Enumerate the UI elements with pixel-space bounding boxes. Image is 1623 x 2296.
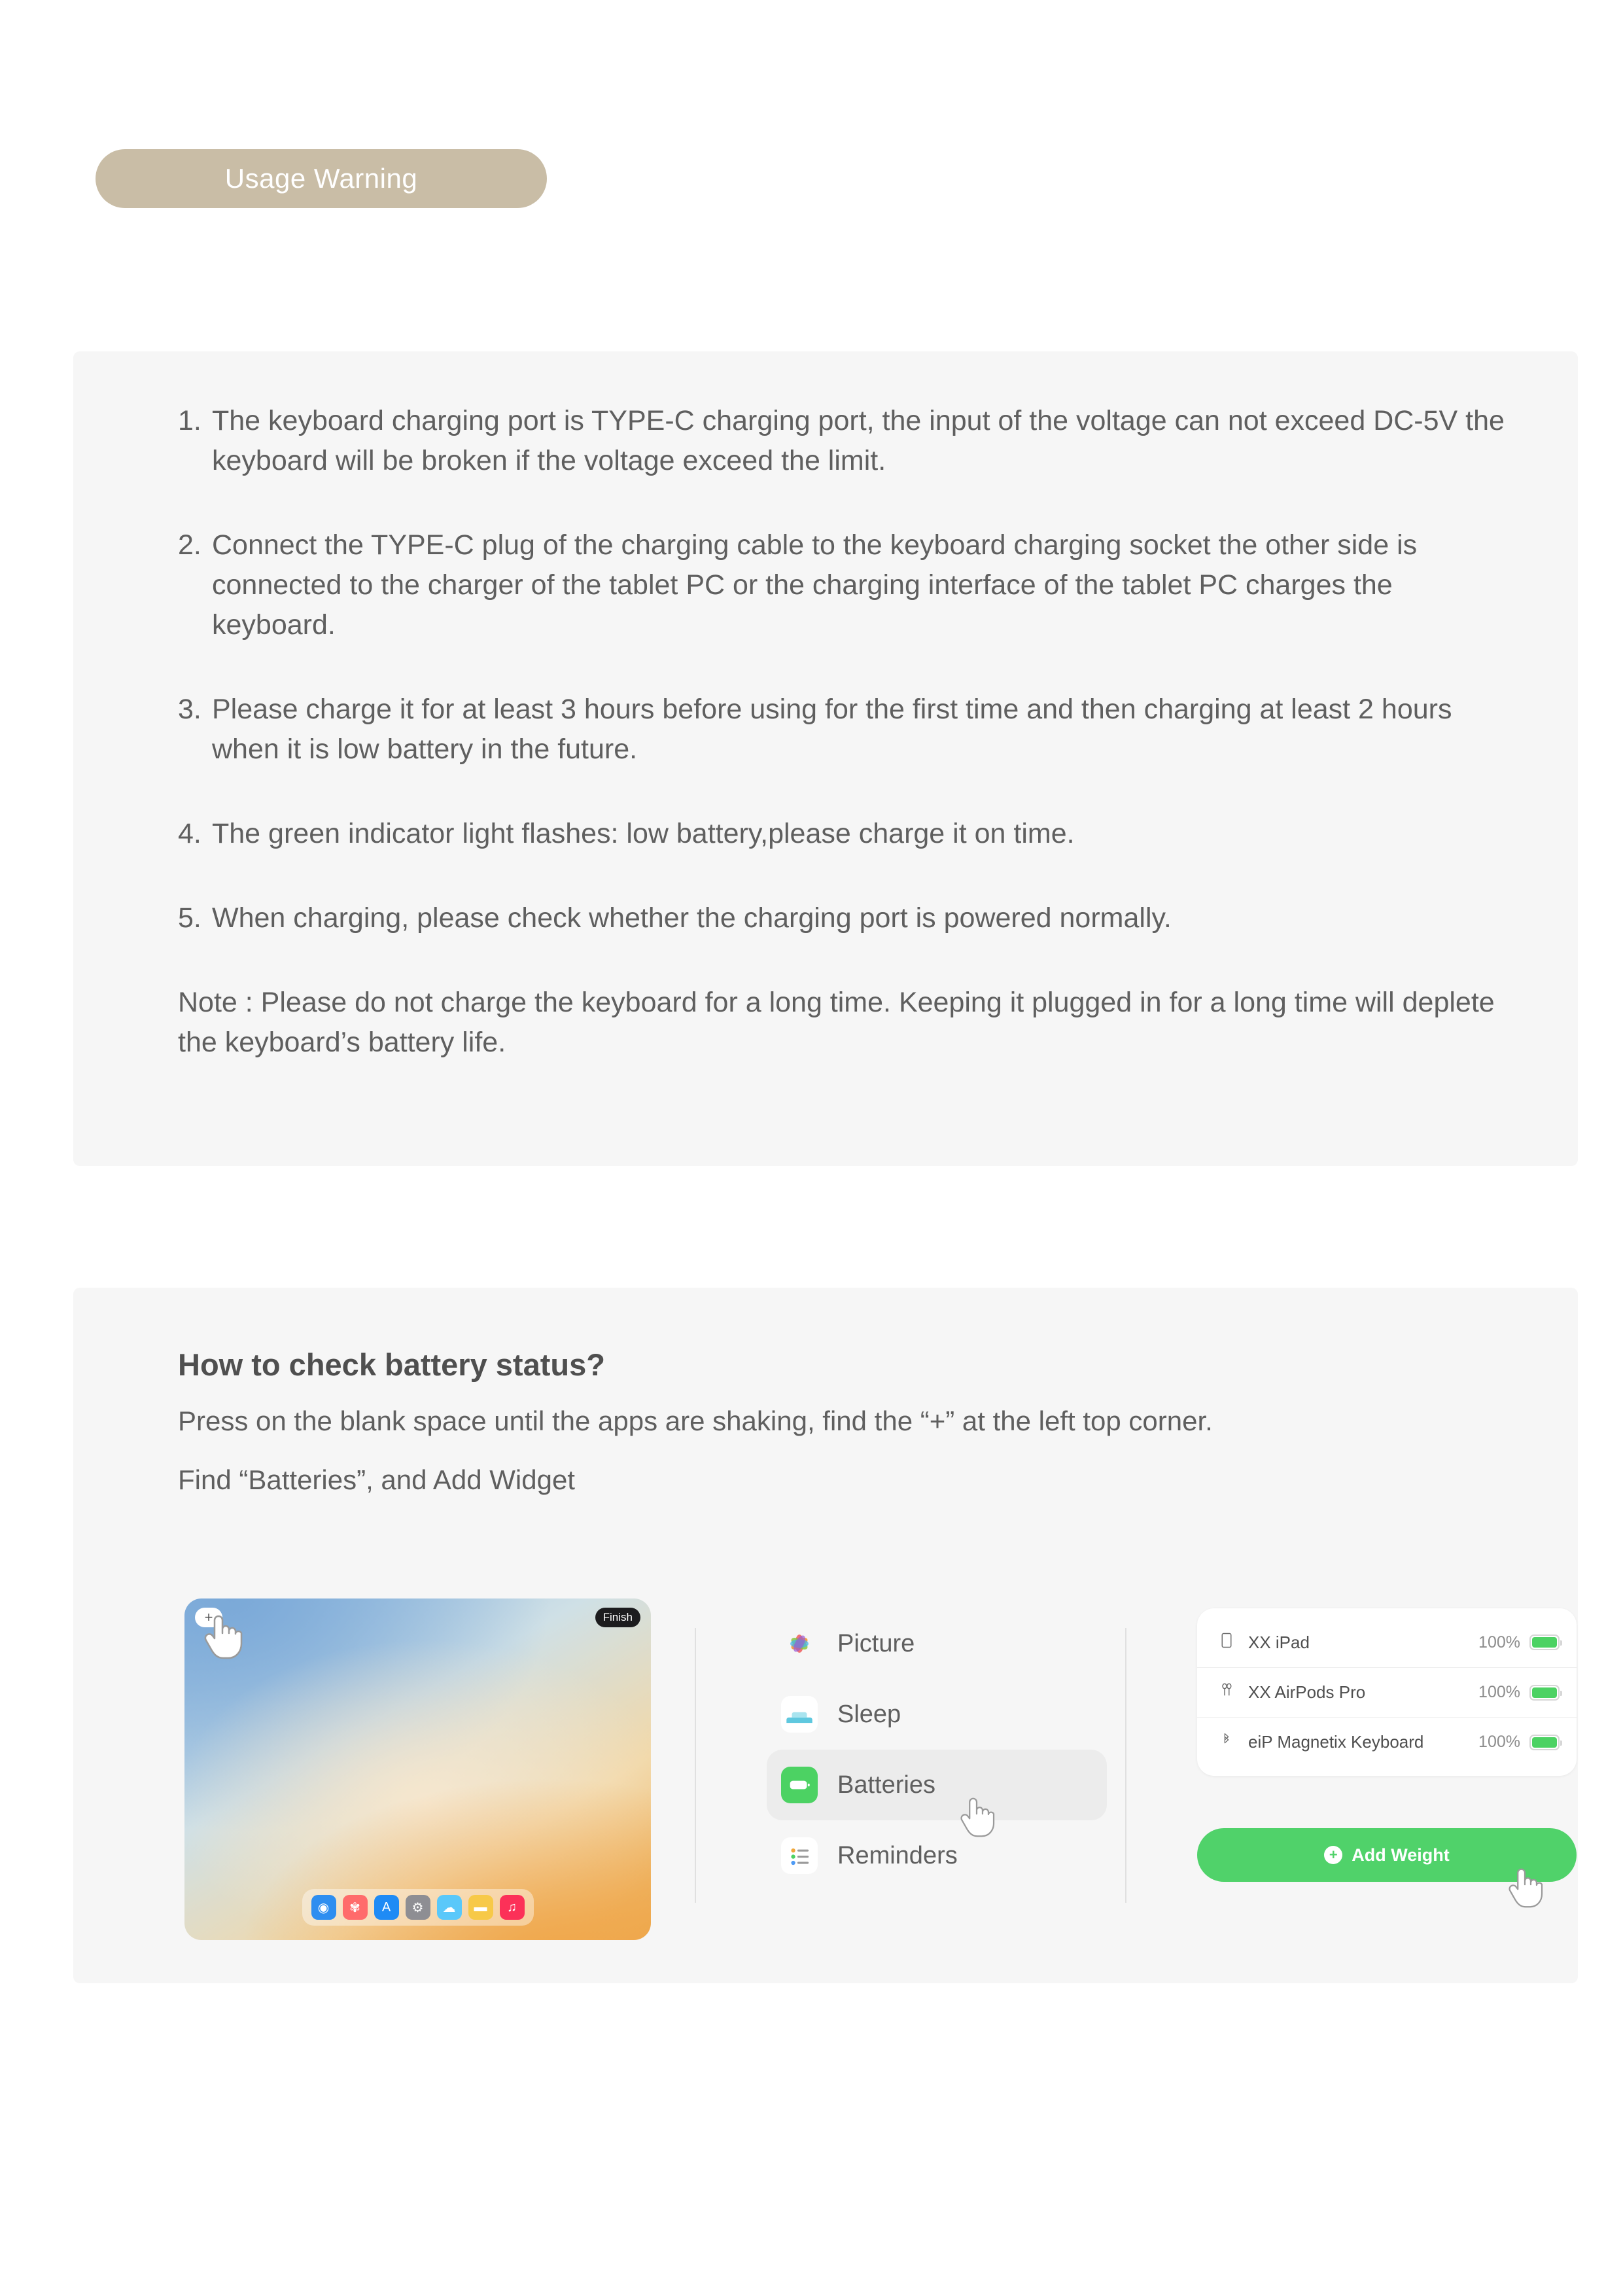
battery-level-icon bbox=[1529, 1735, 1560, 1750]
battery-section-line2: Find “Batteries”, and Add Widget bbox=[178, 1464, 575, 1495]
battery-widget-panel bbox=[1197, 1608, 1577, 1776]
warning-item bbox=[178, 525, 1512, 645]
warning-item-text: The keyboard charging port is TYPE-C charging port, the input of the voltage can not exceed DC-5V the keyboard will be broken if the voltage exceed the limit. bbox=[212, 405, 1505, 477]
icloud-icon[interactable]: ☁ bbox=[437, 1895, 462, 1920]
widget-list-item-batteries[interactable] bbox=[767, 1750, 1107, 1820]
widget-list-item-label: Picture bbox=[837, 1629, 915, 1657]
warning-item-number: 3. bbox=[178, 694, 201, 726]
plus-icon: + bbox=[1324, 1846, 1342, 1864]
battery-device-row bbox=[1197, 1667, 1577, 1717]
safari-icon[interactable]: ◉ bbox=[311, 1895, 336, 1920]
airpods-icon bbox=[1214, 1682, 1239, 1703]
bluetooth-icon bbox=[1214, 1731, 1239, 1753]
hand-cursor-icon bbox=[201, 1608, 243, 1659]
battery-device-name: XX AirPods Pro bbox=[1248, 1682, 1366, 1702]
divider bbox=[695, 1628, 696, 1903]
battery-device-percent: 100% bbox=[1478, 1683, 1520, 1701]
ipad-dock bbox=[302, 1889, 534, 1926]
battery-device-percent: 100% bbox=[1478, 1733, 1520, 1751]
warning-item bbox=[178, 814, 1512, 854]
battery-device-name: eiP Magnetix Keyboard bbox=[1248, 1732, 1424, 1752]
warning-item-text: The green indicator light flashes: low battery,please charge it on time. bbox=[212, 818, 1075, 850]
warning-item bbox=[178, 690, 1512, 769]
photos-icon[interactable]: ✾ bbox=[343, 1895, 368, 1920]
battery-device-row bbox=[1197, 1617, 1577, 1667]
divider bbox=[1125, 1628, 1126, 1903]
warning-item-text: Connect the TYPE-C plug of the charging cable to the keyboard charging socket the other side is connected to the charger of the tablet PC or the charging interface of the tablet PC charges the keyboard. bbox=[212, 529, 1418, 641]
widget-list-item-sleep[interactable] bbox=[767, 1679, 1107, 1750]
battery-status-card bbox=[73, 1288, 1578, 1983]
battery-device-name: XX iPad bbox=[1248, 1632, 1310, 1652]
files-icon[interactable]: ▬ bbox=[468, 1895, 493, 1920]
warning-list bbox=[178, 401, 1512, 1063]
appstore-icon[interactable]: A bbox=[374, 1895, 399, 1920]
hand-cursor-icon bbox=[1506, 1862, 1544, 1908]
widget-list-item-reminders[interactable] bbox=[767, 1820, 1107, 1891]
add-widget-button-label: Add Weight bbox=[1352, 1845, 1450, 1865]
warning-item bbox=[178, 898, 1512, 938]
finish-button[interactable]: Finish bbox=[595, 1608, 640, 1627]
warning-item-number: 2. bbox=[178, 529, 201, 561]
warning-item-text: Please charge it for at least 3 hours before using for the first time and then charging at least 2 hours when it is low battery in the future. bbox=[212, 694, 1452, 766]
widget-list-item-picture[interactable] bbox=[767, 1608, 1107, 1679]
usage-warning-card bbox=[73, 351, 1578, 1166]
widget-list-item-label: Sleep bbox=[837, 1700, 901, 1728]
add-widget-plus-button[interactable]: + bbox=[195, 1608, 222, 1627]
usage-warning-badge bbox=[96, 149, 547, 208]
usage-warning-label: Usage Warning bbox=[224, 163, 418, 194]
settings-icon[interactable]: ⚙ bbox=[406, 1895, 430, 1920]
warning-note: Note : Please do not charge the keyboard for a long time. Keeping it plugged in for a long time will deplete the keyboard’s battery life. bbox=[178, 987, 1495, 1059]
battery-device-percent: 100% bbox=[1478, 1633, 1520, 1651]
widget-list-item-label: Reminders bbox=[837, 1841, 958, 1869]
warning-item bbox=[178, 401, 1512, 481]
battery-section-line1: Press on the blank space until the apps are shaking, find the “+” at the left top corner. bbox=[178, 1405, 1213, 1436]
battery-level-icon bbox=[1529, 1685, 1560, 1701]
photos-icon bbox=[781, 1625, 818, 1662]
sleep-icon bbox=[781, 1696, 818, 1733]
warning-item-text: When charging, please check whether the charging port is powered normally. bbox=[212, 902, 1172, 934]
hand-cursor-icon bbox=[958, 1792, 996, 1837]
battery-device-row bbox=[1197, 1717, 1577, 1767]
reminders-icon bbox=[781, 1837, 818, 1874]
warning-item-number: 1. bbox=[178, 405, 201, 436]
warning-item-number: 5. bbox=[178, 902, 201, 934]
warning-item-number: 4. bbox=[178, 818, 201, 850]
widget-list-item-label: Batteries bbox=[837, 1771, 935, 1799]
music-icon[interactable]: ♫ bbox=[500, 1895, 525, 1920]
ipad-home-screenshot bbox=[184, 1598, 651, 1940]
ipad-icon bbox=[1214, 1632, 1239, 1653]
battery-level-icon bbox=[1529, 1634, 1560, 1650]
widget-list bbox=[767, 1608, 1107, 1891]
battery-section-title: How to check battery status? bbox=[178, 1347, 605, 1382]
batteries-icon bbox=[781, 1767, 818, 1803]
